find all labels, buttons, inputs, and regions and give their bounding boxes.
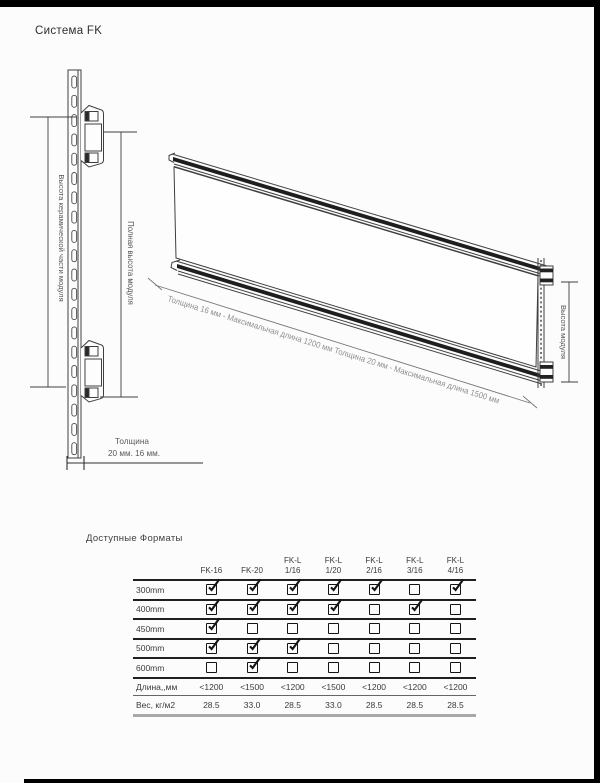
weight-value: 28.5 [284,699,301,710]
panel-face [174,167,538,367]
format-column-header [272,556,313,575]
checkbox-cell [272,643,313,654]
checkbox-checked[interactable] [247,604,258,615]
checkbox-cell [354,662,395,673]
column-header-line2: FK-16 [200,565,223,575]
weight-value: 33.0 [243,699,261,710]
scan-border-top [0,0,600,7]
checkbox-checked[interactable] [328,584,339,595]
checkbox-checked[interactable] [206,584,217,595]
checkbox-checked[interactable] [247,584,258,595]
weight-row [133,695,476,714]
length-value: <1500 [240,681,264,692]
checkbox-unchecked[interactable] [247,623,258,634]
formats-header-row [133,548,476,579]
page-title: Система FK [35,25,103,37]
check-mark-icon [370,581,381,592]
checkbox-checked[interactable] [287,584,298,595]
checkbox-checked[interactable] [206,604,217,615]
length-row [133,677,476,695]
checkbox-cell [232,623,273,634]
check-mark-icon [451,581,462,592]
formats-body [133,579,476,714]
format-column-header [191,566,232,576]
size-row [133,599,476,619]
checkbox-unchecked[interactable] [409,662,420,673]
checkbox-unchecked[interactable] [409,584,420,595]
size-row [133,638,476,658]
length-value: <1500 [321,681,346,692]
checkbox-cell [354,604,395,615]
module-height-label: Высота модуля [559,304,568,360]
column-header-line1: FK-L [324,556,343,565]
thickness-values: 20 мм. 16 мм. [107,449,161,458]
checkbox-cell [232,604,273,615]
checkbox-cell [435,662,476,673]
check-mark-icon [248,581,259,592]
checkbox-unchecked[interactable] [450,623,461,634]
checkbox-cell [232,662,273,673]
check-mark-icon [288,640,299,651]
length-value: <1200 [443,681,468,692]
size-row [133,579,476,599]
size-row-label: 500mm [136,643,165,654]
checkbox-unchecked[interactable] [369,604,380,615]
formats-table [133,548,476,717]
size-row-label: 400mm [136,604,165,615]
check-mark-icon [288,601,299,612]
checkbox-checked[interactable] [287,604,298,615]
checkbox-cell [272,662,313,673]
formats-table-title: Доступные Форматы [86,533,183,544]
clip-bracket-bottom [81,341,104,403]
column-header-line2: 3/16 [406,565,423,575]
panel-3d-drawing [138,140,598,425]
check-mark-icon [207,601,218,612]
length-value: <1200 [402,681,427,692]
check-mark-icon [329,601,340,612]
checkbox-cell [394,584,435,595]
checkbox-unchecked[interactable] [409,623,420,634]
checkbox-cell [354,584,395,595]
checkbox-unchecked[interactable] [450,643,461,654]
checkbox-cell [232,584,273,595]
checkbox-cell [191,584,232,595]
scan-border-bottom [24,779,600,783]
checkbox-cell [435,643,476,654]
check-mark-icon [248,640,259,651]
checkbox-checked[interactable] [369,584,380,595]
weight-value: 28.5 [365,699,383,710]
panel-end-rail [538,258,553,388]
weight-value: 28.5 [447,699,464,710]
checkbox-cell [313,604,354,615]
checkbox-cell [354,643,395,654]
checkbox-checked[interactable] [450,584,461,595]
checkbox-unchecked[interactable] [409,643,420,654]
checkbox-cell [313,584,354,595]
checkbox-unchecked[interactable] [369,662,380,673]
checkbox-unchecked[interactable] [287,662,298,673]
checkbox-cell [394,662,435,673]
checkbox-cell [191,662,232,673]
check-mark-icon [207,640,218,651]
format-column-header [313,556,354,575]
column-header-line1: FK-L [406,556,424,565]
checkbox-cell [394,643,435,654]
checkbox-checked[interactable] [206,643,217,654]
format-column-header [394,556,435,575]
checkbox-unchecked[interactable] [450,662,461,673]
checkbox-unchecked[interactable] [328,643,339,654]
mounting-rail [68,70,81,458]
size-row [133,657,476,677]
checkbox-cell [191,604,232,615]
size-row-label: 300mm [136,584,165,595]
full-height-label: Полная высота модуля [126,221,135,305]
format-column-header [435,556,476,575]
checkbox-cell [394,623,435,634]
column-header-line2: FK-20 [241,565,263,575]
format-column-header [354,556,395,575]
checkbox-checked[interactable] [328,604,339,615]
column-header-line1: FK-L [284,556,302,565]
column-header-line2: 1/16 [284,565,301,575]
check-mark-icon [410,601,421,612]
checkbox-cell [313,643,354,654]
checkbox-cell [435,584,476,595]
check-mark-icon [207,620,218,631]
checkbox-cell [394,604,435,615]
checkbox-unchecked[interactable] [287,623,298,634]
checkbox-cell [435,604,476,615]
checkbox-cell [272,604,313,615]
check-mark-icon [248,659,259,670]
size-row-label: 450mm [136,623,165,634]
checkbox-checked[interactable] [287,643,298,654]
size-row [133,618,476,638]
clip-bracket-top [81,106,104,168]
column-header-line2: 1/20 [325,565,342,575]
checkbox-unchecked[interactable] [369,643,380,654]
checkbox-checked[interactable] [206,623,217,634]
checkbox-cell [313,623,354,634]
checkbox-cell [435,623,476,634]
dimension-thickness [67,456,203,470]
checkbox-unchecked[interactable] [450,604,461,615]
ceramic-height-label: Высота керамической части модуля [57,174,66,302]
checkbox-checked[interactable] [247,662,258,673]
checkbox-unchecked[interactable] [328,662,339,673]
column-header-line1: FK-L [365,556,383,565]
size-row-label: 600mm [136,662,165,673]
checkbox-cell [313,662,354,673]
length-value: <1200 [280,681,305,692]
length_row-label: Длина,,мм [136,681,178,692]
checkbox-unchecked[interactable] [328,623,339,634]
checkbox-unchecked[interactable] [369,623,380,634]
check-mark-icon [207,581,218,592]
format-column-header [232,566,273,576]
checkbox-cell [272,584,313,595]
weight_row-label: Вес, кг/м2 [136,699,176,710]
checkbox-unchecked[interactable] [206,662,217,673]
checkbox-cell [191,623,232,634]
checkbox-checked[interactable] [409,604,420,615]
weight-value: 28.5 [203,699,220,710]
length-value: <1200 [199,681,224,692]
column-header-line2: 4/16 [447,565,464,575]
checkbox-cell [232,643,273,654]
check-mark-icon [288,581,299,592]
max-length-annotation: Толщина 16 мм - Максимальная длина 1200 мм Толщина 20 мм - Максимальная длина 1500 мм [166,293,528,414]
checkbox-checked[interactable] [247,643,258,654]
checkbox-cell [354,623,395,634]
thickness-title: Толщина [115,437,149,446]
check-mark-icon [329,581,340,592]
checkbox-cell [191,643,232,654]
weight-value: 28.5 [406,699,424,710]
column-header-line2: 2/16 [366,565,382,575]
column-header-line1: FK-L [446,556,465,565]
checkbox-cell [272,623,313,634]
weight-value: 33.0 [325,699,342,710]
check-mark-icon [248,601,259,612]
length-value: <1200 [362,681,387,692]
